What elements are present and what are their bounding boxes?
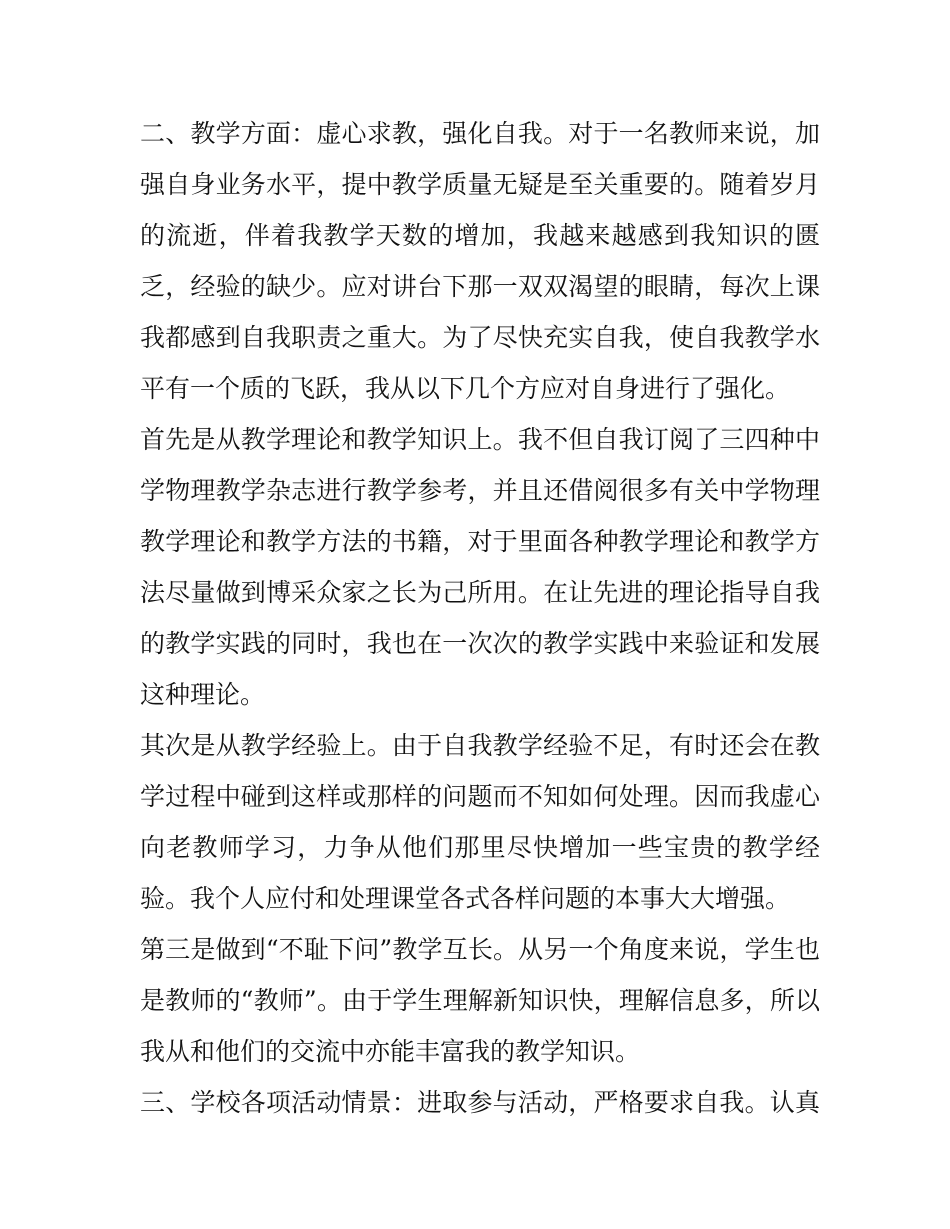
text-line: 首先是从教学理论和教学知识上。我不但自我订阅了三四种中 bbox=[140, 425, 820, 454]
text-line: 强自身业务水平，提中教学质量无疑是至关重要的。随着岁月 bbox=[140, 170, 820, 199]
text-line: 的教学实践的同时，我也在一次次的教学实践中来验证和发展 bbox=[140, 629, 820, 658]
text-line: 的流逝，伴着我教学天数的增加，我越来越感到我知识的匮 bbox=[140, 221, 820, 250]
document-body bbox=[140, 108, 820, 1128]
text-line: 第三是做到“不耻下问”教学互长。从另一个角度来说，学生也 bbox=[140, 935, 820, 964]
text-line: 其次是从教学经验上。由于自我教学经验不足，有时还会在教 bbox=[140, 731, 820, 760]
text-line: 二、教学方面：虚心求教，强化自我。对于一名教师来说，加 bbox=[140, 119, 820, 148]
text-line: 学物理教学杂志进行教学参考，并且还借阅很多有关中学物理 bbox=[140, 476, 820, 505]
text-line: 是教师的“教师”。由于学生理解新知识快，理解信息多，所以 bbox=[140, 986, 820, 1015]
text-line: 我都感到自我职责之重大。为了尽快充实自我，使自我教学水 bbox=[140, 323, 820, 352]
text-line: 教学理论和教学方法的书籍，对于里面各种教学理论和教学方 bbox=[140, 527, 820, 556]
text-line: 乏，经验的缺少。应对讲台下那一双双渴望的眼睛，每次上课 bbox=[140, 272, 820, 301]
text-line: 向老教师学习，力争从他们那里尽快增加一些宝贵的教学经 bbox=[140, 833, 820, 862]
text-line: 验。我个人应付和处理课堂各式各样问题的本事大大增强。 bbox=[140, 884, 791, 913]
text-line: 平有一个质的飞跃，我从以下几个方应对自身进行了强化。 bbox=[140, 374, 791, 403]
text-line: 学过程中碰到这样或那样的问题而不知如何处理。因而我虚心 bbox=[140, 782, 820, 811]
text-line: 法尽量做到博采众家之长为己所用。在让先进的理论指导自我 bbox=[140, 578, 820, 607]
text-line: 我从和他们的交流中亦能丰富我的教学知识。 bbox=[140, 1037, 641, 1066]
text-line: 三、学校各项活动情景：进取参与活动，严格要求自我。认真 bbox=[140, 1088, 820, 1117]
text-line: 这种理论。 bbox=[140, 680, 266, 709]
